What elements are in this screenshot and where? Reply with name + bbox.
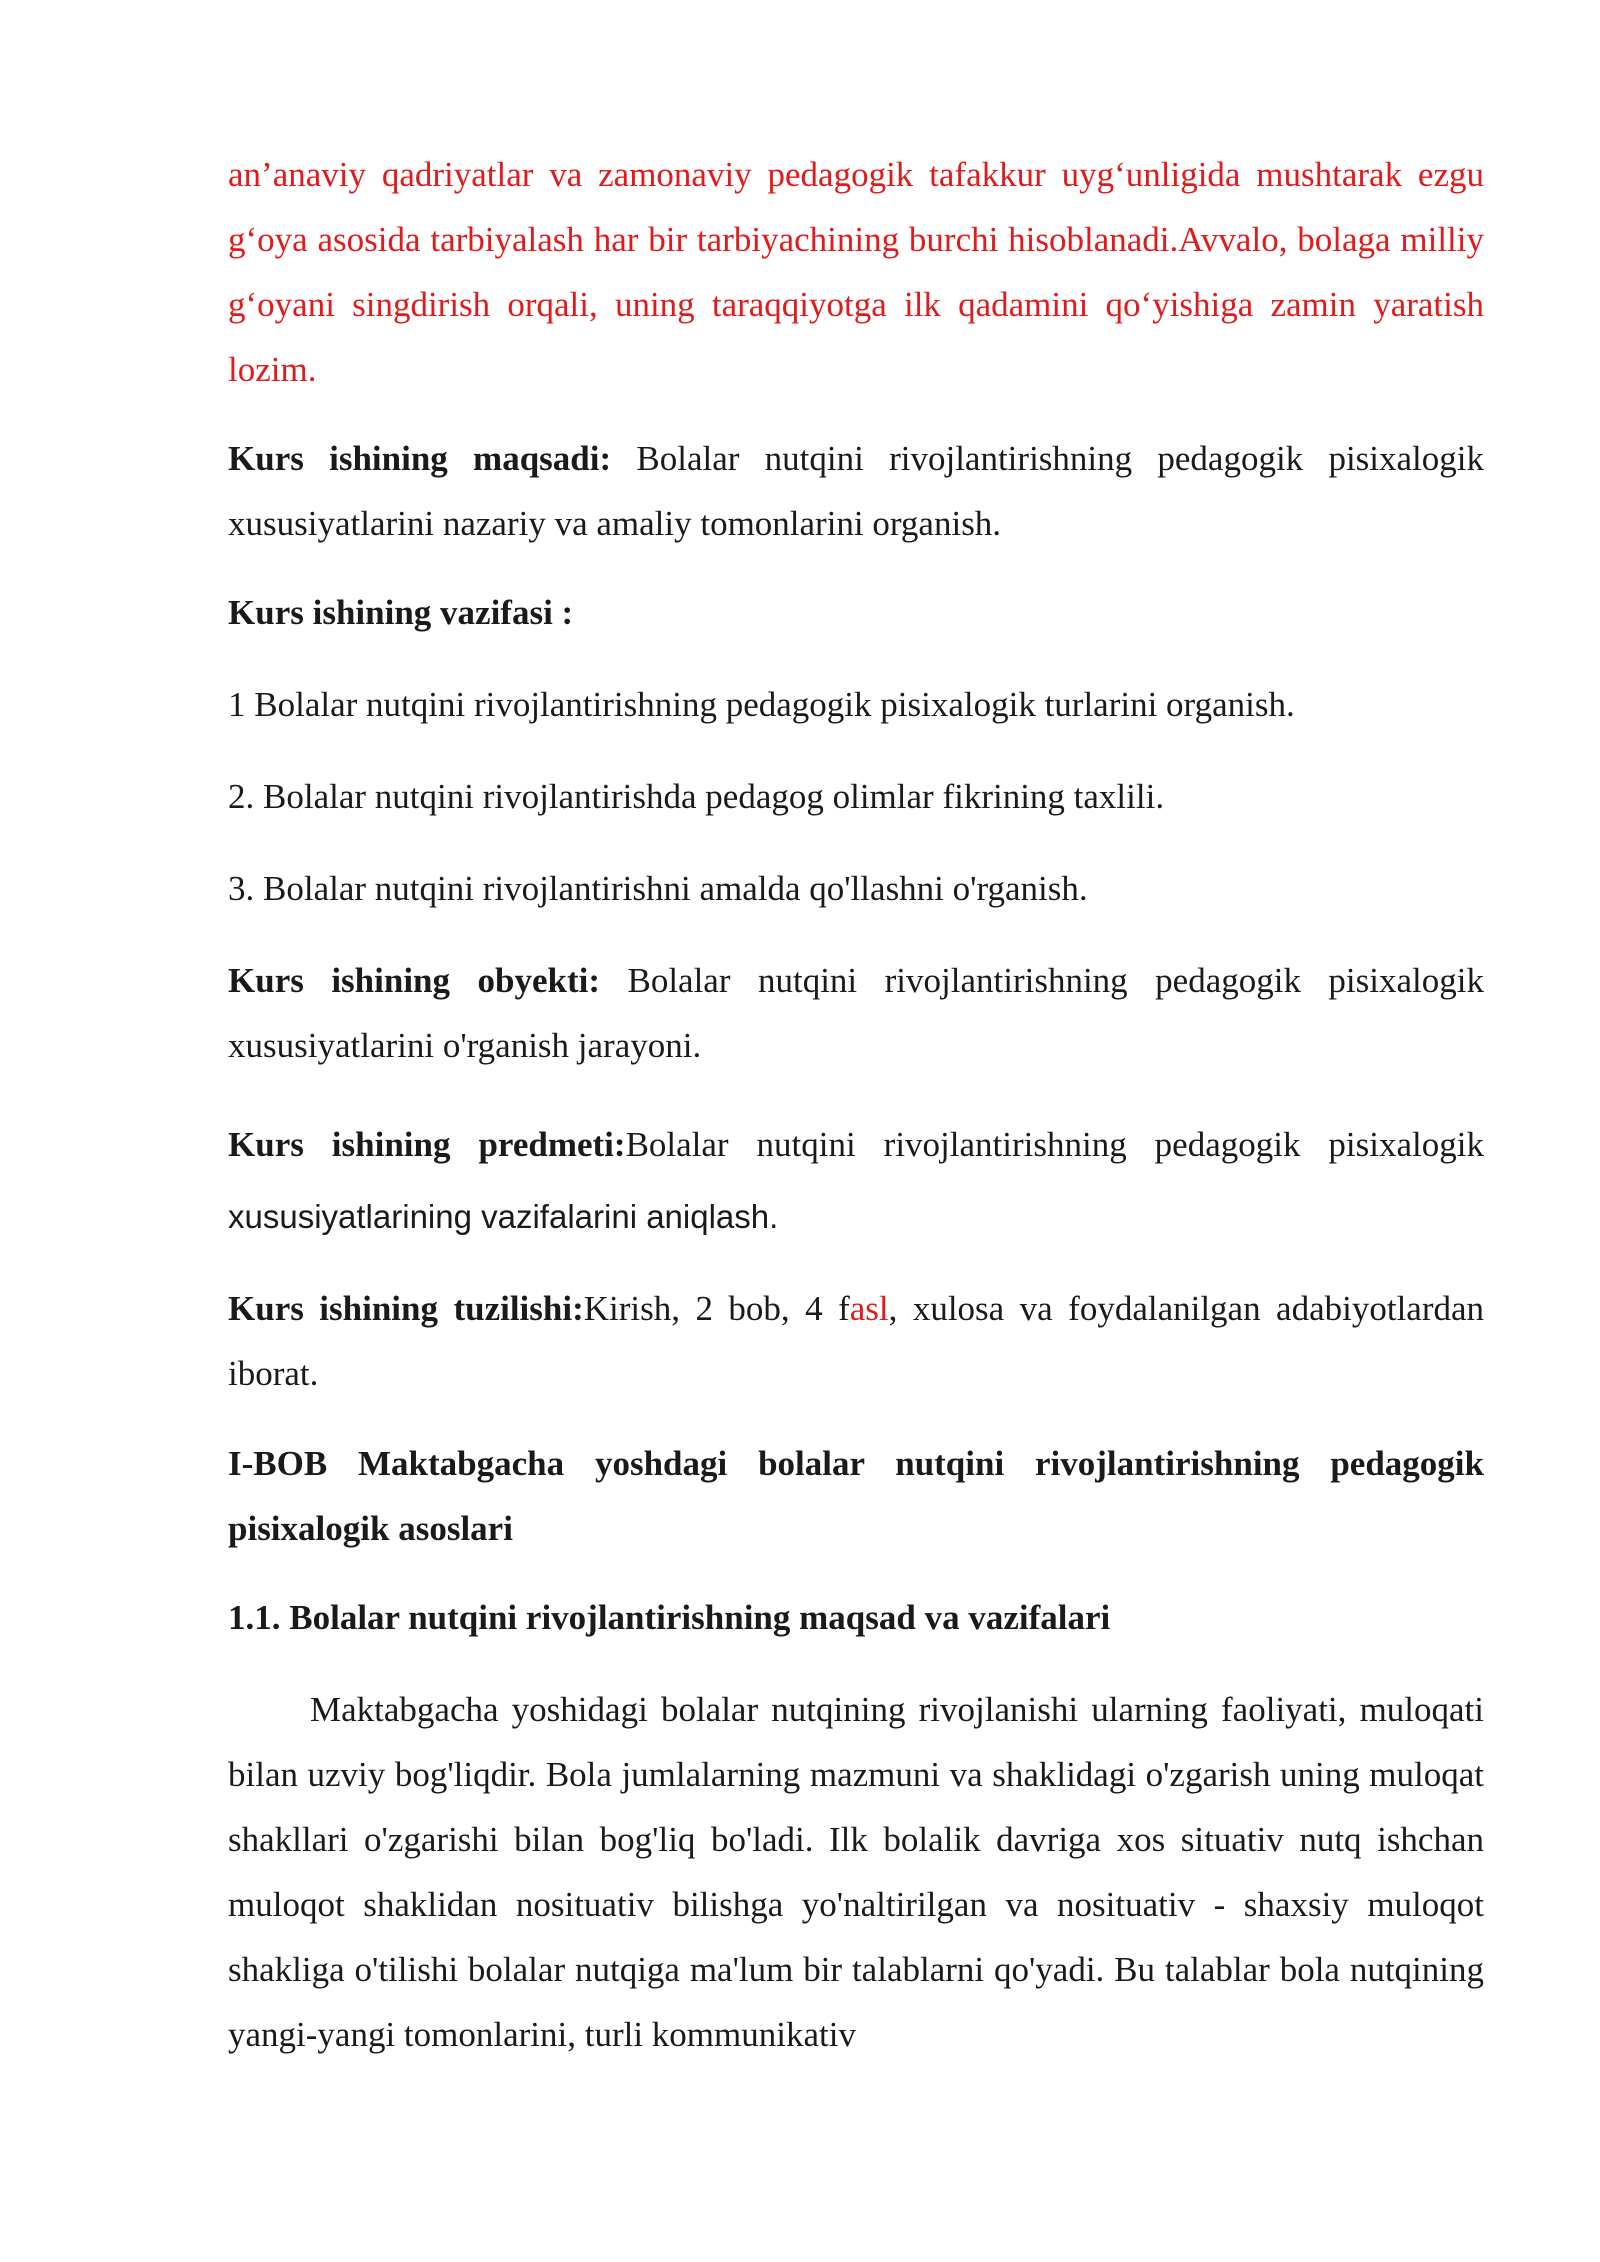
subject-text-line2: xususiyatlarining vazifalarini aniqlash. (228, 1198, 779, 1235)
chapter-title: I-BOB Maktabgacha yoshdagi bolalar nutqini rivojlantirishning pedagogik pisixalogik asoslari (228, 1444, 1484, 1548)
structure-label: Kurs ishining tuzilishi: (228, 1289, 584, 1328)
task-item-2: 2. Bolalar nutqini rivojlantirishda pedagog olimlar fikrining taxlili. (228, 777, 1165, 816)
structure-text-a: Kirish, 2 bob, 4 f (583, 1289, 850, 1328)
object-label: Kurs ishining obyekti: (228, 961, 600, 1000)
body-paragraph: Maktabgacha yoshidagi bolalar nutqining rivojlanishi ularning faoliyati, muloqati bilan uzviy bog'liqdir. Bola jumlalarning mazmuni va shaklidagi o'zgarish uning muloqat shakllari o'zgarishi bilan bog'liq bo'ladi. Ilk bolalik davriga xos situativ nutq ishchan muloqot shaklidan nosituativ bilishga yo'naltirilgan va nosituativ - shaxsiy muloqot shakliga o'tilishi bolalar nutqiga ma'lum bir talablarni qo'yadi. Bu talablar bola nutqining yangi-yangi tomonlarini, turli kommunikativ (228, 1690, 1484, 2054)
structure-paragraph (228, 1276, 1484, 1406)
tasks-heading: Kurs ishining vazifasi : (228, 593, 574, 632)
task-item-1: 1 Bolalar nutqini rivojlantirishning pedagogik pisixalogik turlarini organish. (228, 685, 1295, 724)
object-text: Bolalar nutqini rivojlantirishning pedagogik pisixalogik xususiyatlarini o'rganish jarayoni. (228, 961, 1484, 1065)
task-item-3: 3. Bolalar nutqini rivojlantirishni amalda qo'llashni o'rganish. (228, 869, 1088, 908)
subject-text-line1: Bolalar nutqini rivojlantirishning pedagogik pisixalogik (625, 1125, 1484, 1164)
structure-text-red: asl (849, 1289, 889, 1328)
goal-text: Bolalar nutqini rivojlantirishning pedagogik pisixalogik xususiyatlarini nazariy va amaliy tomonlarini organish. (228, 439, 1484, 543)
intro-paragraph: an’anaviy qadriyatlar va zamonaviy pedagogik tafakkur uyg‘unligida mushtarak ezgu g‘oya asosida tarbiyalash har bir tarbiyachining burchi hisoblanadi.Avvalo, bolaga milliy g‘oyani singdirish orqali, uning taraqqiyotga ilk qadamini qo‘yishiga zamin yaratish lozim. (228, 155, 1484, 389)
section-title: 1.1. Bolalar nutqini rivojlantirishning maqsad va vazifalari (228, 1598, 1111, 1637)
object-paragraph (228, 948, 1484, 1078)
subject-label: Kurs ishining predmeti: (228, 1125, 626, 1164)
structure-text-b: , xulosa va foydalanilgan adabiyotlardan iborat. (228, 1289, 1485, 1393)
subject-paragraph-line1 (228, 1112, 1484, 1177)
goal-paragraph (228, 426, 1484, 556)
goal-label: Kurs ishining maqsadi: (228, 439, 612, 478)
